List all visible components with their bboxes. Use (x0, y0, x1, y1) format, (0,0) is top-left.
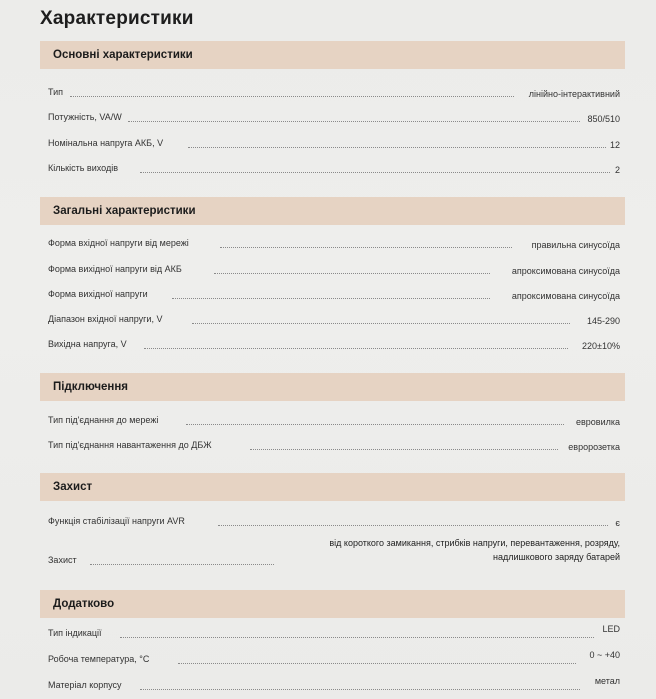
spec-value: є (615, 518, 620, 528)
spec-row (48, 624, 620, 640)
dotted-leader (120, 636, 594, 638)
dotted-leader (90, 563, 274, 565)
spec-value: метал (594, 676, 620, 686)
section-header-connection: Підключення (40, 373, 625, 401)
spec-row (48, 335, 620, 351)
spec-value: евророзетка (568, 442, 620, 452)
spec-row (48, 310, 620, 326)
spec-value: 850/510 (587, 114, 620, 124)
spec-label: Діапазон вхідної напруги, V (48, 314, 163, 324)
section-header-main: Основні характеристики (40, 41, 625, 69)
spec-row (48, 108, 620, 124)
spec-row (48, 234, 620, 250)
dotted-leader (220, 246, 512, 248)
spec-value: 220±10% (582, 341, 620, 351)
spec-label: Матеріал корпусу (48, 680, 122, 690)
spec-label: Тип індикації (48, 628, 102, 638)
spec-value: апроксимована синусоїда (511, 291, 620, 301)
section-header-general: Загальні характеристики (40, 197, 625, 225)
spec-label: Форма вхідної напруги від мережі (48, 238, 189, 248)
spec-row (48, 551, 620, 567)
dotted-leader (140, 171, 610, 173)
spec-label: Форма вихідної напруги від АКБ (48, 264, 182, 274)
spec-value: апроксимована синусоїда (511, 266, 620, 276)
dotted-leader (192, 322, 570, 324)
spec-row (48, 83, 620, 99)
dotted-leader (186, 423, 564, 425)
spec-row (48, 285, 620, 301)
spec-row (48, 436, 620, 452)
dotted-leader (172, 297, 490, 299)
protection-details-line: надлишкового заряду батарей (492, 552, 620, 562)
spec-value: 12 (609, 140, 620, 150)
spec-value: 145-290 (586, 316, 620, 326)
page-title: Характеристики (40, 8, 194, 29)
spec-row (48, 134, 620, 150)
dotted-leader (188, 146, 606, 148)
protection-details-line: від короткого замикання, стрибків напруги, перевантаження, розряду, (329, 538, 620, 548)
spec-value: 0 ~ +40 (589, 650, 620, 660)
spec-row (48, 512, 620, 528)
spec-label: Захист (48, 555, 77, 565)
section-header-additional: Додатково (40, 590, 625, 618)
dotted-leader (144, 347, 568, 349)
spec-row (48, 411, 620, 427)
spec-label: Кількість виходів (48, 163, 118, 173)
spec-row (48, 260, 620, 276)
dotted-leader (250, 448, 558, 450)
spec-label: Номінальна напруга АКБ, V (48, 138, 164, 148)
spec-label: Тип (48, 87, 64, 97)
spec-label: Потужність, VA/W (48, 112, 122, 122)
dotted-leader (214, 272, 490, 274)
spec-value: лінійно-інтерактивний (528, 89, 620, 99)
dotted-leader (140, 688, 580, 690)
spec-value: LED (602, 624, 620, 634)
spec-row (48, 159, 620, 175)
dotted-leader (128, 120, 580, 122)
spec-value: правильна синусоїда (531, 240, 620, 250)
dotted-leader (218, 524, 608, 526)
spec-value: евровилка (576, 417, 620, 427)
spec-label: Форма вихідної напруги (48, 289, 148, 299)
spec-label: Вихідна напруга, V (48, 339, 127, 349)
spec-label: Тип під'єднання навантаження до ДБЖ (48, 440, 212, 450)
spec-row (48, 650, 620, 666)
spec-value: 2 (614, 165, 620, 175)
spec-label: Робоча температура, °C (48, 654, 150, 664)
dotted-leader (178, 662, 576, 664)
spec-label: Тип під'єднання до мережі (48, 415, 159, 425)
spec-row (48, 676, 620, 692)
spec-label: Функція стабілізації напруги AVR (48, 516, 185, 526)
section-header-protection: Захист (40, 473, 625, 501)
dotted-leader (70, 95, 514, 97)
